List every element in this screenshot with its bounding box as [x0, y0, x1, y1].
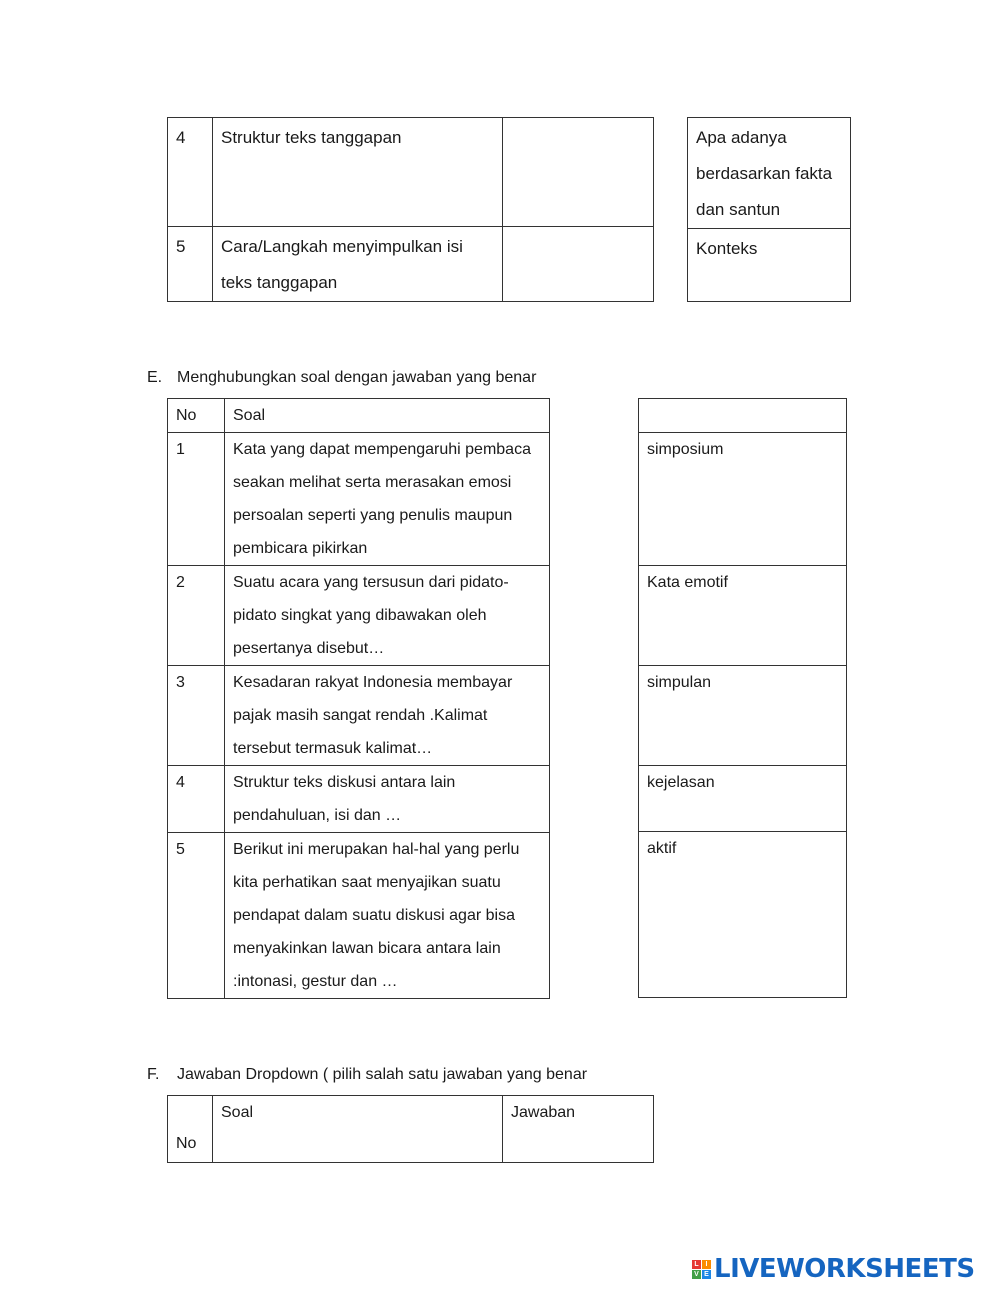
match-option[interactable]: simposium — [639, 433, 847, 566]
question-text: Cara/Langkah menyimpulkan isi teks tanggapan — [213, 227, 503, 302]
header-no — [168, 1096, 213, 1163]
table-row — [639, 433, 847, 566]
row-number: 3 — [168, 666, 225, 766]
row-number: 5 — [168, 227, 213, 302]
table-row — [168, 666, 550, 766]
table-header — [168, 1096, 654, 1163]
options-header — [639, 399, 847, 433]
logo-text: LIVEWORKSHEETS — [714, 1254, 975, 1284]
section-letter: E. — [147, 369, 163, 386]
row-number: 4 — [168, 118, 213, 227]
dropdown-question-table — [167, 1095, 654, 1163]
answer-cell[interactable] — [503, 118, 654, 227]
row-number: 5 — [168, 833, 225, 999]
top-question-table — [167, 117, 654, 302]
match-option[interactable]: Kata emotif — [639, 566, 847, 666]
table-row — [639, 566, 847, 666]
section-title: Menghubungkan soal dengan jawaban yang benar — [177, 369, 537, 386]
row-number: 1 — [168, 433, 225, 566]
section-f-heading — [147, 1065, 587, 1085]
table-row — [688, 118, 851, 229]
section-e-heading — [147, 368, 536, 388]
row-number: 2 — [168, 566, 225, 666]
table-row — [639, 832, 847, 998]
question-text: Kesadaran rakyat Indonesia membayar pajak masih sangat rendah .Kalimat tersebut termasuk kalimat… — [225, 666, 550, 766]
answer-cell[interactable] — [503, 227, 654, 302]
header-jawaban: Jawaban — [503, 1096, 654, 1163]
question-text: Struktur teks diskusi antara lain pendahuluan, isi dan … — [225, 766, 550, 833]
question-text: Kata yang dapat mempengaruhi pembaca seakan melihat serta merasakan emosi persoalan seperti yang penulis maupun pembicara pikirkan — [225, 433, 550, 566]
table-header — [168, 399, 550, 433]
matching-options-table — [638, 398, 847, 998]
question-text: Berikut ini merupakan hal-hal yang perlu kita perhatikan saat menyajikan suatu pendapat dalam suatu diskusi agar bisa menyakinkan lawan bicara antara lain :intonasi, gestur dan … — [225, 833, 550, 999]
logo-mark-letter: L — [692, 1260, 701, 1269]
table-row — [688, 229, 851, 302]
section-title: Jawaban Dropdown ( pilih salah satu jawaban yang benar — [177, 1066, 588, 1083]
liveworksheets-logo[interactable] — [692, 1254, 975, 1284]
matching-question-table — [167, 398, 550, 999]
header-soal: Soal — [225, 399, 550, 433]
logo-mark-icon — [692, 1260, 711, 1279]
table-row — [168, 433, 550, 566]
table-row — [639, 766, 847, 832]
header-no-label: No — [176, 1135, 197, 1152]
table-row — [168, 766, 550, 833]
logo-mark-letter: E — [702, 1270, 711, 1279]
table-row — [168, 833, 550, 999]
question-text: Struktur teks tanggapan — [213, 118, 503, 227]
row-number: 4 — [168, 766, 225, 833]
match-option[interactable]: simpulan — [639, 666, 847, 766]
table-header — [639, 399, 847, 433]
match-option[interactable]: aktif — [639, 832, 847, 998]
table-row — [168, 118, 654, 227]
header-soal: Soal — [213, 1096, 503, 1163]
logo-mark-letter: I — [702, 1260, 711, 1269]
answer-option[interactable]: Konteks — [688, 229, 851, 302]
match-option[interactable]: kejelasan — [639, 766, 847, 832]
question-text: Suatu acara yang tersusun dari pidato-pidato singkat yang dibawakan oleh pesertanya disebut… — [225, 566, 550, 666]
section-letter: F. — [147, 1066, 160, 1083]
table-row — [168, 566, 550, 666]
table-row — [168, 227, 654, 302]
header-no: No — [168, 399, 225, 433]
answer-option[interactable]: Apa adanya berdasarkan fakta dan santun — [688, 118, 851, 229]
table-row — [639, 666, 847, 766]
logo-mark-letter: V — [692, 1270, 701, 1279]
top-options-table — [687, 117, 851, 302]
